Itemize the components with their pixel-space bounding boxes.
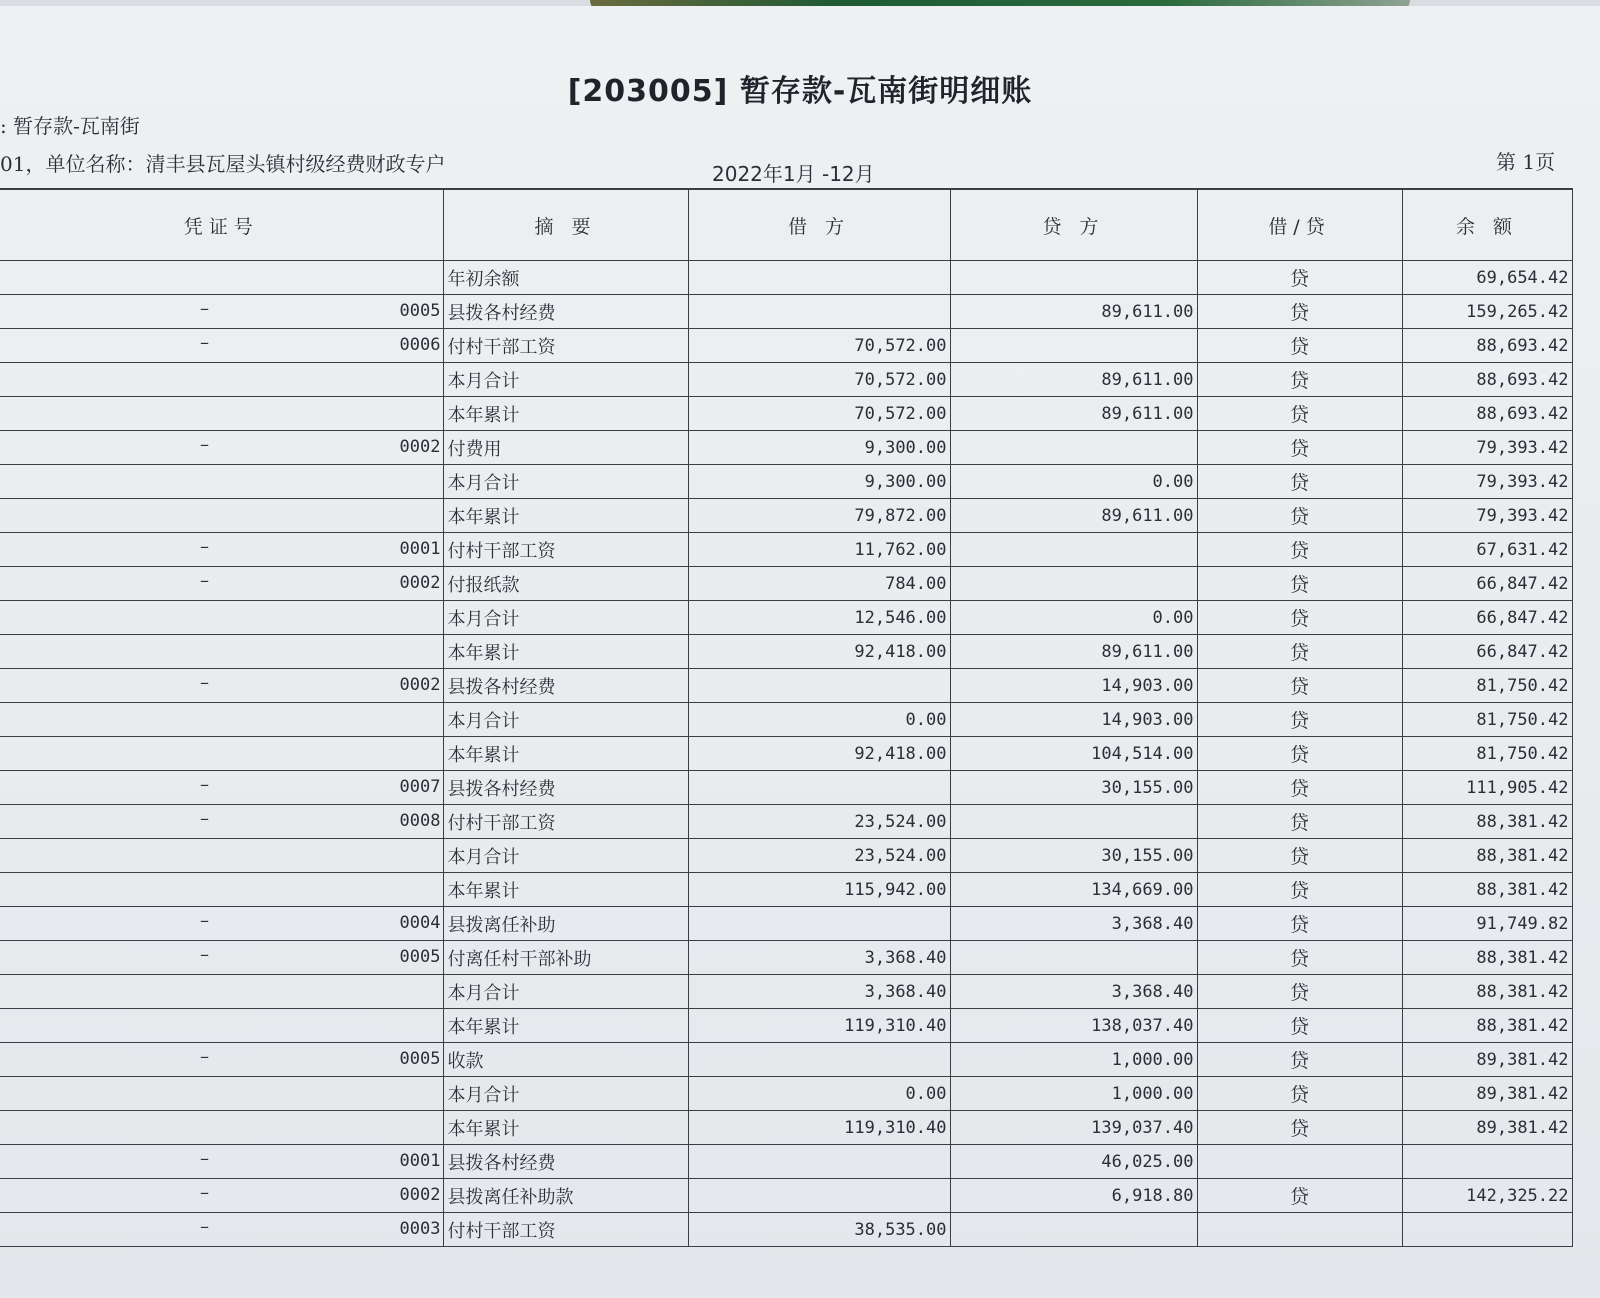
debit-cell: 3,368.40: [688, 941, 950, 975]
table-row: [0, 1213, 1572, 1247]
direction-cell: 贷: [1197, 465, 1402, 499]
credit-cell: 6,918.80: [950, 1179, 1197, 1213]
voucher-number: 0002: [399, 675, 441, 695]
direction-cell: 贷: [1197, 431, 1402, 465]
debit-cell: 9,300.00: [688, 431, 950, 465]
ledger-sheet: [0, 6, 1600, 1298]
direction-cell: 贷: [1197, 907, 1402, 941]
credit-cell: [950, 329, 1197, 363]
voucher-number: 0007: [399, 777, 441, 797]
table-row: [0, 1077, 1572, 1111]
direction-cell: 贷: [1197, 567, 1402, 601]
voucher-cell: [0, 635, 443, 669]
credit-cell: 89,611.00: [950, 397, 1197, 431]
debit-cell: 23,524.00: [688, 805, 950, 839]
balance-cell: 89,381.42: [1402, 1043, 1572, 1077]
balance-cell: 88,381.42: [1402, 1009, 1572, 1043]
direction-cell: 贷: [1197, 601, 1402, 635]
debit-cell: 23,524.00: [688, 839, 950, 873]
voucher-cell: [0, 1145, 443, 1179]
table-row: [0, 397, 1572, 431]
debit-cell: 119,310.40: [688, 1111, 950, 1145]
summary-cell: 本年累计: [443, 397, 688, 431]
direction-cell: 贷: [1197, 1179, 1402, 1213]
debit-cell: 11,762.00: [688, 533, 950, 567]
debit-cell: 9,300.00: [688, 465, 950, 499]
voucher-dash: –: [200, 332, 209, 353]
credit-cell: 89,611.00: [950, 499, 1197, 533]
voucher-dash: –: [200, 536, 209, 557]
direction-cell: 贷: [1197, 669, 1402, 703]
voucher-cell: [0, 329, 443, 363]
voucher-dash: –: [200, 910, 209, 931]
balance-cell: 66,847.42: [1402, 567, 1572, 601]
debit-cell: 70,572.00: [688, 329, 950, 363]
table-row: [0, 329, 1572, 363]
direction-cell: [1197, 1145, 1402, 1179]
credit-cell: [950, 941, 1197, 975]
debit-cell: 92,418.00: [688, 737, 950, 771]
voucher-number: 0006: [399, 335, 441, 355]
credit-cell: 3,368.40: [950, 975, 1197, 1009]
balance-cell: 66,847.42: [1402, 635, 1572, 669]
table-row: [0, 261, 1572, 295]
debit-cell: 119,310.40: [688, 1009, 950, 1043]
voucher-cell: [0, 771, 443, 805]
credit-cell: 14,903.00: [950, 669, 1197, 703]
direction-cell: 贷: [1197, 1009, 1402, 1043]
summary-cell: 本年累计: [443, 1111, 688, 1145]
balance-cell: 89,381.42: [1402, 1077, 1572, 1111]
credit-cell: [950, 567, 1197, 601]
direction-cell: [1197, 1213, 1402, 1247]
direction-cell: 贷: [1197, 941, 1402, 975]
balance-cell: 69,654.42: [1402, 261, 1572, 295]
voucher-cell: [0, 499, 443, 533]
direction-cell: 贷: [1197, 771, 1402, 805]
credit-cell: [950, 261, 1197, 295]
summary-cell: 本月合计: [443, 975, 688, 1009]
credit-cell: 89,611.00: [950, 363, 1197, 397]
direction-cell: 贷: [1197, 737, 1402, 771]
voucher-dash: –: [200, 434, 209, 455]
credit-cell: 134,669.00: [950, 873, 1197, 907]
voucher-cell: [0, 839, 443, 873]
debit-cell: [688, 907, 950, 941]
voucher-cell: [0, 601, 443, 635]
direction-cell: 贷: [1197, 533, 1402, 567]
summary-cell: 本年累计: [443, 737, 688, 771]
debit-header: 借 方: [688, 189, 950, 261]
summary-cell: 县拨离任补助: [443, 907, 688, 941]
debit-cell: 0.00: [688, 703, 950, 737]
table-row: [0, 839, 1572, 873]
table-row: [0, 737, 1572, 771]
voucher-cell: [0, 261, 443, 295]
table-row: [0, 1043, 1572, 1077]
credit-cell: 1,000.00: [950, 1077, 1197, 1111]
balance-cell: 88,693.42: [1402, 397, 1572, 431]
voucher-number: 0004: [399, 913, 441, 933]
balance-cell: [1402, 1145, 1572, 1179]
direction-cell: 贷: [1197, 363, 1402, 397]
direction-cell: 贷: [1197, 261, 1402, 295]
balance-header: 余 额: [1402, 189, 1572, 261]
table-row: [0, 1111, 1572, 1145]
summary-cell: 本年累计: [443, 499, 688, 533]
balance-cell: 81,750.42: [1402, 737, 1572, 771]
debit-cell: [688, 295, 950, 329]
voucher-dash: –: [200, 1148, 209, 1169]
summary-cell: 付报纸款: [443, 567, 688, 601]
direction-cell: 贷: [1197, 295, 1402, 329]
voucher-cell: [0, 941, 443, 975]
page-number: 第 1页: [1496, 150, 1556, 174]
direction-cell: 贷: [1197, 975, 1402, 1009]
debit-cell: 115,942.00: [688, 873, 950, 907]
table-row: [0, 873, 1572, 907]
direction-cell: 贷: [1197, 703, 1402, 737]
summary-header: 摘 要: [443, 189, 688, 261]
table-row: [0, 363, 1572, 397]
ledger-body: [0, 261, 1572, 1247]
voucher-dash: –: [200, 1216, 209, 1237]
debit-cell: 3,368.40: [688, 975, 950, 1009]
balance-cell: 67,631.42: [1402, 533, 1572, 567]
voucher-number: 0001: [399, 539, 441, 559]
summary-cell: 本月合计: [443, 703, 688, 737]
voucher-cell: [0, 975, 443, 1009]
voucher-cell: [0, 907, 443, 941]
direction-cell: 贷: [1197, 499, 1402, 533]
summary-cell: 县拨各村经费: [443, 669, 688, 703]
voucher-cell: [0, 431, 443, 465]
voucher-cell: [0, 1077, 443, 1111]
unit-name: 01，单位名称：清丰县瓦屋头镇村级经费财政专户: [0, 152, 446, 176]
direction-cell: 贷: [1197, 1111, 1402, 1145]
direction-cell: 贷: [1197, 397, 1402, 431]
balance-cell: 88,381.42: [1402, 873, 1572, 907]
table-row: [0, 499, 1572, 533]
summary-cell: 本月合计: [443, 601, 688, 635]
direction-cell: 贷: [1197, 873, 1402, 907]
credit-cell: 46,025.00: [950, 1145, 1197, 1179]
voucher-cell: [0, 363, 443, 397]
balance-cell: 79,393.42: [1402, 499, 1572, 533]
voucher-number: 0002: [399, 437, 441, 457]
credit-cell: [950, 431, 1197, 465]
balance-cell: 81,750.42: [1402, 669, 1572, 703]
credit-cell: [950, 533, 1197, 567]
voucher-cell: [0, 1009, 443, 1043]
credit-cell: 1,000.00: [950, 1043, 1197, 1077]
summary-cell: 本年累计: [443, 1009, 688, 1043]
balance-cell: 88,381.42: [1402, 839, 1572, 873]
voucher-cell: [0, 1043, 443, 1077]
summary-cell: 付村干部工资: [443, 805, 688, 839]
voucher-cell: [0, 567, 443, 601]
table-row: [0, 771, 1572, 805]
balance-cell: 91,749.82: [1402, 907, 1572, 941]
credit-cell: 0.00: [950, 601, 1197, 635]
balance-cell: 89,381.42: [1402, 1111, 1572, 1145]
summary-cell: 县拨离任补助款: [443, 1179, 688, 1213]
table-row: [0, 941, 1572, 975]
account-subject: : 暂存款-瓦南街: [0, 114, 140, 138]
balance-cell: 79,393.42: [1402, 431, 1572, 465]
credit-cell: 139,037.40: [950, 1111, 1197, 1145]
voucher-cell: [0, 669, 443, 703]
debit-cell: [688, 771, 950, 805]
voucher-cell: [0, 397, 443, 431]
direction-cell: 贷: [1197, 1043, 1402, 1077]
voucher-cell: [0, 873, 443, 907]
voucher-number: 0005: [399, 947, 441, 967]
voucher-header: 凭证号: [0, 189, 443, 261]
voucher-number: 0008: [399, 811, 441, 831]
voucher-dash: –: [200, 1182, 209, 1203]
table-row: [0, 1179, 1572, 1213]
voucher-cell: [0, 703, 443, 737]
credit-cell: 89,611.00: [950, 295, 1197, 329]
credit-cell: 104,514.00: [950, 737, 1197, 771]
ledger-table: [0, 188, 1573, 1247]
table-row: [0, 975, 1572, 1009]
summary-cell: 收款: [443, 1043, 688, 1077]
ledger-title: [203005] 暂存款-瓦南街明细账: [567, 74, 1033, 109]
balance-cell: 88,381.42: [1402, 805, 1572, 839]
voucher-cell: [0, 1111, 443, 1145]
balance-cell: 81,750.42: [1402, 703, 1572, 737]
voucher-dash: –: [200, 672, 209, 693]
summary-cell: 付村干部工资: [443, 329, 688, 363]
balance-cell: 142,325.22: [1402, 1179, 1572, 1213]
voucher-number: 0003: [399, 1219, 441, 1239]
debit-cell: [688, 1043, 950, 1077]
period-label: 2022年1月 -12月: [712, 162, 875, 186]
table-row: [0, 805, 1572, 839]
summary-cell: 年初余额: [443, 261, 688, 295]
voucher-number: 0005: [399, 1049, 441, 1069]
voucher-cell: [0, 1179, 443, 1213]
direction-header: 借/贷: [1197, 189, 1402, 261]
debit-cell: [688, 261, 950, 295]
summary-cell: 本月合计: [443, 839, 688, 873]
credit-cell: 3,368.40: [950, 907, 1197, 941]
voucher-number: 0005: [399, 301, 441, 321]
voucher-dash: –: [200, 944, 209, 965]
table-row: [0, 465, 1572, 499]
credit-cell: 138,037.40: [950, 1009, 1197, 1043]
direction-cell: 贷: [1197, 1077, 1402, 1111]
credit-cell: 0.00: [950, 465, 1197, 499]
summary-cell: 付费用: [443, 431, 688, 465]
debit-cell: [688, 1179, 950, 1213]
balance-cell: 88,381.42: [1402, 941, 1572, 975]
summary-cell: 本年累计: [443, 635, 688, 669]
header-row: [0, 189, 1572, 261]
voucher-dash: –: [200, 1046, 209, 1067]
balance-cell: 88,693.42: [1402, 363, 1572, 397]
voucher-number: 0001: [399, 1151, 441, 1171]
summary-cell: 付离任村干部补助: [443, 941, 688, 975]
direction-cell: 贷: [1197, 329, 1402, 363]
debit-cell: 12,546.00: [688, 601, 950, 635]
table-row: [0, 907, 1572, 941]
summary-cell: 县拨各村经费: [443, 1145, 688, 1179]
direction-cell: 贷: [1197, 805, 1402, 839]
credit-cell: [950, 1213, 1197, 1247]
table-row: [0, 635, 1572, 669]
summary-cell: 县拨各村经费: [443, 771, 688, 805]
table-row: [0, 1009, 1572, 1043]
summary-cell: 本年累计: [443, 873, 688, 907]
table-row: [0, 669, 1572, 703]
summary-cell: 付村干部工资: [443, 533, 688, 567]
debit-cell: [688, 1145, 950, 1179]
debit-cell: 70,572.00: [688, 397, 950, 431]
debit-cell: 92,418.00: [688, 635, 950, 669]
summary-cell: 本月合计: [443, 363, 688, 397]
voucher-number: 0002: [399, 1185, 441, 1205]
balance-cell: 79,393.42: [1402, 465, 1572, 499]
voucher-dash: –: [200, 570, 209, 591]
voucher-dash: –: [200, 298, 209, 319]
direction-cell: 贷: [1197, 635, 1402, 669]
summary-cell: 县拨各村经费: [443, 295, 688, 329]
balance-cell: [1402, 1213, 1572, 1247]
direction-cell: 贷: [1197, 839, 1402, 873]
table-row: [0, 567, 1572, 601]
debit-cell: 38,535.00: [688, 1213, 950, 1247]
balance-cell: 111,905.42: [1402, 771, 1572, 805]
voucher-cell: [0, 533, 443, 567]
voucher-number: 0002: [399, 573, 441, 593]
table-row: [0, 431, 1572, 465]
table-row: [0, 295, 1572, 329]
balance-cell: 88,381.42: [1402, 975, 1572, 1009]
debit-cell: [688, 669, 950, 703]
voucher-cell: [0, 805, 443, 839]
table-row: [0, 601, 1572, 635]
balance-cell: 66,847.42: [1402, 601, 1572, 635]
voucher-dash: –: [200, 774, 209, 795]
balance-cell: 159,265.42: [1402, 295, 1572, 329]
credit-cell: 30,155.00: [950, 771, 1197, 805]
debit-cell: 79,872.00: [688, 499, 950, 533]
table-row: [0, 1145, 1572, 1179]
balance-cell: 88,693.42: [1402, 329, 1572, 363]
voucher-cell: [0, 737, 443, 771]
voucher-cell: [0, 465, 443, 499]
summary-cell: 本月合计: [443, 465, 688, 499]
debit-cell: 0.00: [688, 1077, 950, 1111]
credit-header: 贷 方: [950, 189, 1197, 261]
credit-cell: 30,155.00: [950, 839, 1197, 873]
voucher-cell: [0, 1213, 443, 1247]
credit-cell: 14,903.00: [950, 703, 1197, 737]
debit-cell: 70,572.00: [688, 363, 950, 397]
voucher-dash: –: [200, 808, 209, 829]
credit-cell: 89,611.00: [950, 635, 1197, 669]
credit-cell: [950, 805, 1197, 839]
voucher-cell: [0, 295, 443, 329]
debit-cell: 784.00: [688, 567, 950, 601]
table-row: [0, 533, 1572, 567]
table-row: [0, 703, 1572, 737]
summary-cell: 付村干部工资: [443, 1213, 688, 1247]
summary-cell: 本月合计: [443, 1077, 688, 1111]
